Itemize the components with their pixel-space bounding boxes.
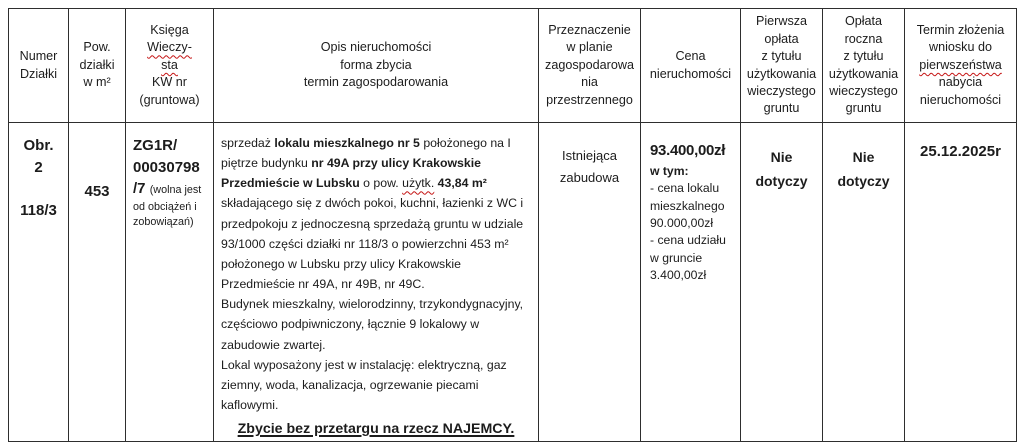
header-pow-dzialki [69, 9, 126, 123]
price-breakdown-text: 93.400,00zł w tym: - cena lokalu mieszkalnego 90.000,00zł - cena udziału w gruncie 3.400,00zł [650, 142, 726, 282]
header-cena [641, 9, 741, 123]
zoning-value: Istniejąca zabudowa [559, 148, 620, 186]
header-przeznaczenie-text: Przeznaczenie w planie zagospodarowa nia przestrzennego [545, 23, 634, 107]
area-value: 453 [84, 183, 110, 200]
cell-numer-dzialki [9, 123, 69, 442]
table-body [9, 123, 1017, 442]
header-cena-text: Cena nieruchomości [649, 49, 732, 81]
header-opis-nieruchomosci-text: Opis nieruchomości forma zbycia termin zagospodarowania [303, 40, 449, 90]
cell-cena [641, 123, 741, 442]
header-pierwsza-oplata-text: Pierwsza opłata z tytułu użytkowania wieczystego gruntu [746, 14, 817, 116]
header-ksiega-wieczysta [126, 9, 214, 123]
cell-termin-wniosku [905, 123, 1017, 442]
header-ksiega-wieczysta-text: Księga Wieczy- sta KW nr (gruntowa) [139, 23, 200, 107]
header-termin-wniosku-text: Termin złożenia wniosku do pierwszeństwa nabycia nieruchomości [916, 23, 1005, 107]
plot-number-value: Obr. 2 118/3 [20, 137, 57, 219]
cell-opis-nieruchomosci [214, 123, 539, 442]
header-pow-dzialki-text: Pow. działki w m² [79, 40, 115, 90]
header-oplata-roczna [823, 9, 905, 123]
header-przeznaczenie [539, 9, 641, 123]
annual-fee-value: Nie dotyczy [837, 149, 890, 190]
cell-ksiega-wieczysta [126, 123, 214, 442]
cell-oplata-roczna [823, 123, 905, 442]
table-header-row [9, 9, 1017, 123]
cell-powierzchnia [69, 123, 126, 442]
header-oplata-roczna-text: Opłata roczna z tytułu użytkowania wieczystego gruntu [828, 14, 899, 116]
cell-przeznaczenie [539, 123, 641, 442]
header-termin-wniosku [905, 9, 1017, 123]
property-listing-table [8, 8, 1017, 442]
header-opis-nieruchomosci [214, 9, 539, 123]
property-row [9, 123, 1017, 442]
header-numer-dzialki-text: Numer Działki [19, 49, 58, 81]
cell-pierwsza-oplata [741, 123, 823, 442]
header-numer-dzialki [9, 9, 69, 123]
header-pierwsza-oplata [741, 9, 823, 123]
first-fee-value: Nie dotyczy [755, 149, 808, 190]
deadline-value: 25.12.2025r [920, 143, 1001, 160]
land-register-value: ZG1R/ 00030798 /7 (wolna jest od obciążeń i zobowiązań) [133, 137, 202, 228]
property-description-text: sprzedaż lokalu mieszkalnego nr 5 położonego na I piętrze budynku nr 49A przy ulicy Krakowskie Przedmieście w Lubsku o pow. użytk. 43,84 m² składającego się z dwóch pokoi, kuchni, łazienki z WC i przedpokoju z jednoczesną sprzedażą gruntu w udziale 93/1000 części działki nr 118/3 o powierzchni 453 m² położonego w Lubsku przy ulicy Krakowskie Przedmieście nr 49A, nr 49B, nr 49C. Budynek mieszkalny, wielorodzinny, trzykondygnacyjny, częściowo podpiwniczony, łącznie 9 lokalowy w zabudowie zwartej. Lokal wyposażony jest w instalację: elektryczną, gaz ziemny, woda, kanalizacja, ogrzewanie piecami kaflowymi. Zbycie bez przetargu na rzecz NAJEMCY. [221, 136, 524, 438]
